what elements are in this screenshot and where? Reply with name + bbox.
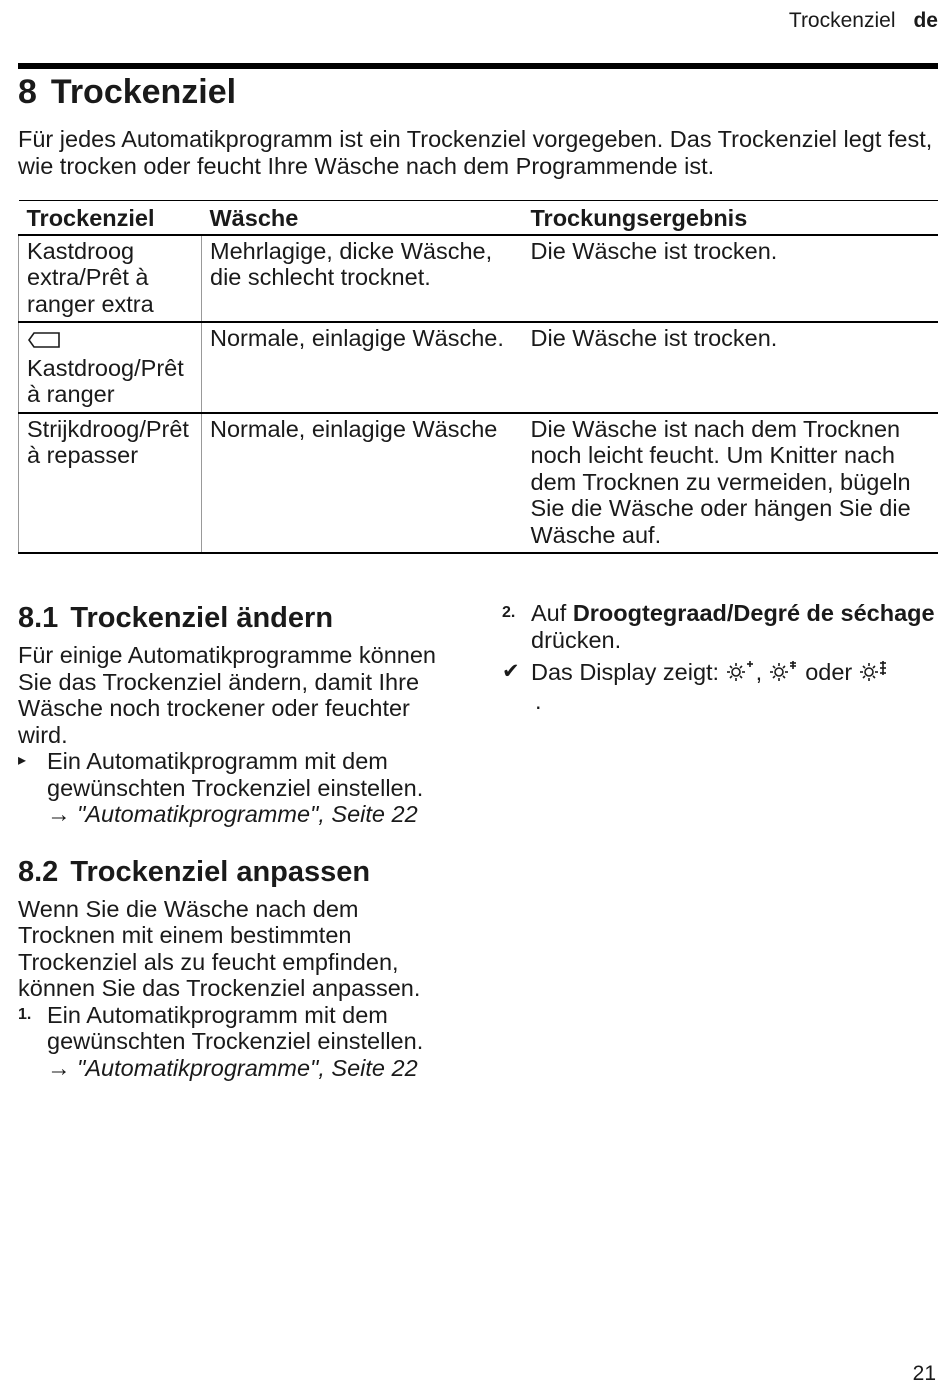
section-8-1-title-text: Trockenziel ändern	[70, 602, 334, 634]
table-row	[19, 413, 939, 554]
chapter-title-text: Trockenziel	[50, 73, 237, 111]
section-8-2-number: 8.2	[18, 855, 59, 888]
header-trockenziel: Trockenziel	[19, 201, 202, 235]
button-name: Droogtegraad/Degré de séchage	[572, 600, 935, 626]
row3-laundry: Normale, einlagige Wäsche	[202, 413, 523, 554]
row1-laundry: Mehrlagige, dicke Wäsche, die schlecht trocknet.	[202, 235, 523, 323]
top-rule	[18, 63, 938, 69]
triangle-bullet-icon: ▸	[18, 752, 27, 769]
check-mark-icon: ✔	[502, 660, 520, 683]
section-8-2-step-1-text: Ein Automatikprogramm mit dem gewünschten Trockenziel einstellen.	[47, 1001, 424, 1054]
section-8-2-body: Wenn Sie die Wäsche nach dem Trocknen mit einem bestimmten Trockenziel als zu feucht empfinden, können Sie das Trockenziel anpassen.	[18, 895, 421, 1001]
row2-target-cell	[19, 322, 202, 413]
chapter-title	[18, 72, 236, 112]
section-8-1-title	[18, 600, 458, 636]
left-column	[18, 600, 458, 1081]
header-ergebnis: Trockungsergebnis	[523, 201, 939, 235]
table-row	[19, 322, 939, 413]
drying-target-table	[18, 200, 938, 554]
right-column	[502, 600, 938, 714]
cross-reference-link[interactable]: → "Automatikprogramme", Seite 22	[47, 1054, 418, 1081]
section-8-2-title-text: Trockenziel anpassen	[70, 855, 371, 888]
table-header-row	[19, 201, 939, 235]
running-header	[789, 9, 938, 33]
result-text: Das Display zeigt:	[531, 659, 726, 685]
header-waesche: Wäsche	[202, 201, 523, 235]
separator-oder: oder	[805, 659, 853, 685]
sun-plus-icon	[726, 660, 756, 688]
section-8-2-step-1	[18, 1002, 458, 1082]
sun-arrows-icon	[769, 660, 799, 688]
result-period: .	[535, 687, 542, 714]
cupboard-outline-icon	[27, 328, 61, 355]
separator-comma: ,	[755, 659, 763, 685]
step-number: 1.	[18, 1005, 32, 1023]
section-8-1-body: Für einige Automatikprogramme können Sie das Trockenziel ändern, damit Ihre Wäsche noch trockener oder feuchter wird.	[18, 642, 436, 748]
step-result	[502, 659, 938, 714]
page-number: 21	[912, 1362, 936, 1385]
header-section: Trockenziel	[788, 9, 896, 32]
cross-reference-link[interactable]: → "Automatikprogramme", Seite 22	[47, 801, 418, 827]
row1-target: Kastdroog extra/Prêt à ranger extra	[19, 235, 202, 323]
step-2-suffix: drücken.	[531, 626, 622, 653]
intro-paragraph: Für jedes Automatikprogramm ist ein Trockenziel vorgegeben. Das Trockenziel legt fest, wie trocken oder feucht Ihre Wäsche nach dem Programmende ist.	[18, 126, 933, 179]
row3-target: Strijkdroog/Prêt à repasser	[19, 413, 202, 554]
section-8-2	[18, 854, 458, 1082]
step-number: 2.	[502, 604, 516, 621]
row3-result: Die Wäsche ist nach dem Trocknen noch leicht feucht. Um Knitter nach dem Trocknen zu vermeiden, bügeln Sie die Wäsche oder hängen Sie die Wäsche auf.	[523, 413, 939, 554]
section-8-1-step	[18, 748, 458, 828]
table-row	[19, 235, 939, 323]
row2-result: Die Wäsche ist trocken.	[523, 322, 939, 413]
chapter-number: 8	[18, 73, 37, 111]
section-8-2-step-2	[502, 600, 938, 653]
section-8-2-title	[18, 854, 458, 890]
step-2-prefix: Auf	[531, 600, 573, 626]
sun-double-arrows-icon	[859, 660, 889, 688]
row1-result: Die Wäsche ist trocken.	[523, 235, 939, 323]
header-language: de	[913, 9, 938, 32]
row2-laundry: Normale, einlagige Wäsche.	[202, 322, 523, 413]
row2-target: Kastdroog/Prêt à ranger	[27, 354, 184, 407]
section-8-1-number: 8.1	[18, 602, 59, 634]
section-8-1-step-text: Ein Automatikprogramm mit dem gewünschten Trockenziel einstellen.	[47, 748, 424, 801]
